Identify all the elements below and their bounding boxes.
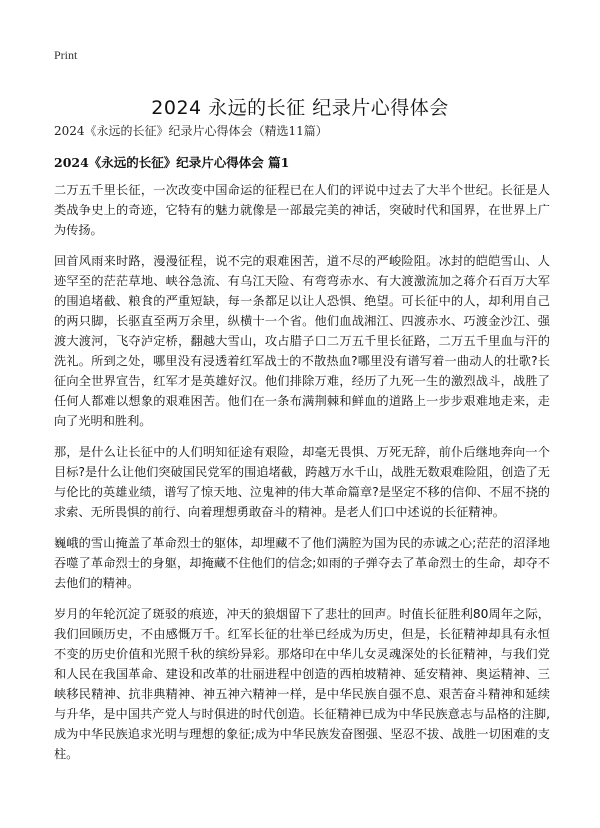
document-body: [54, 180, 550, 775]
document-title: 2024 永远的长征 纪录片心得体会: [151, 96, 449, 119]
paragraph: 那，是什么让长征中的人们明知征途有艰险，却毫无畏惧、万死无辞，前仆后继地奔向一个目标?是什么让他们突破国民党军的围追堵截，跨越万水千山，战胜无数艰难险阻，创造了无与伦比的英雄业绩，谱写了惊天地、泣鬼神的伟大革命篇章?是坚定不移的信仰、不屈不挠的求索、无所畏惧的前行、向着理想勇敢奋斗的精神。是老人们口中述说的长征精神。: [54, 445, 550, 519]
section-heading: 2024《永远的长征》纪录片心得体会 篇1: [54, 155, 290, 170]
paragraph: 回首风雨来时路，漫漫征程，说不完的艰难困苦，道不尽的严峻险阻。冰封的皑皑雪山、人迹罕至的茫茫草地、峡谷急流、有乌江天险、有弯弯赤水、有大渡激流加之蒋介石百万大军的围追堵截、粮食的严重短缺，每一条都足以让人恐惧、绝望。可长征中的人，却利用自己的两只脚，长驱直至两万余里，纵横十一个省。他们血战湘江、四渡赤水、巧渡金沙江、强渡大渡河，飞夺泸定桥，翻越大雪山，攻占腊子口二万五千里长征路，二万五千里血与汗的洗礼。所到之处，哪里没有浸透着红军战士的不散热血?哪里没有谱写着一曲动人的壮歌?长征向全世界宣告，红军才是英雄好汉。他们排除万难，经历了九死一生的激烈战斗，战胜了任何人都难以想象的艰难困苦。他们在一条布满荆棘和鲜血的道路上一步步艰难地走来，走向了光明和胜利。: [54, 254, 550, 428]
print-label: Print: [54, 48, 78, 62]
paragraph: 岁月的年轮沉淀了斑驳的痕迹，冲天的狼烟留下了悲壮的回声。时值长征胜利80周年之际，我们回顾历史，不由感慨万千。红军长征的壮举已经成为历史，但是，长征精神却具有永恒不变的历史价值和光照千秋的缤纷异彩。那烙印在中华儿女灵魂深处的长征精神，与我们党和人民在我国革命、建设和改革的壮丽进程中创造的西柏坡精神、延安精神、奥运精神、三峡移民精神、抗非典精神、神五神六精神一样，是中华民族自强不息、艰苦奋斗精神和延续与升华，是中国共产党人与时俱进的时代创造。长征精神已成为中华民族意志与品格的注脚,成为中华民族追求光明与理想的象征;成为中华民族发奋图强、坚忍不拔、战胜一切困难的支柱。: [54, 607, 550, 761]
paragraph: 巍峨的雪山掩盖了革命烈士的躯体，却埋藏不了他们满腔为国为民的赤诚之心;茫茫的沼泽地吞噬了革命烈士的身躯，却掩藏不住他们的信念;如雨的子弹夺去了革命烈士的生命，却夺不去他们的精神。: [54, 536, 550, 590]
paragraph: 二万五千里长征，一次改变中国命运的征程已在人们的评说中过去了大半个世纪。长征是人类战争史上的奇迹，它特有的魅力就像是一部最完美的神话，突破时代和国界，在世界上广为传扬。: [54, 183, 550, 237]
document-subtitle: 2024《永远的长征》纪录片心得体会（精选11篇）: [54, 124, 328, 138]
